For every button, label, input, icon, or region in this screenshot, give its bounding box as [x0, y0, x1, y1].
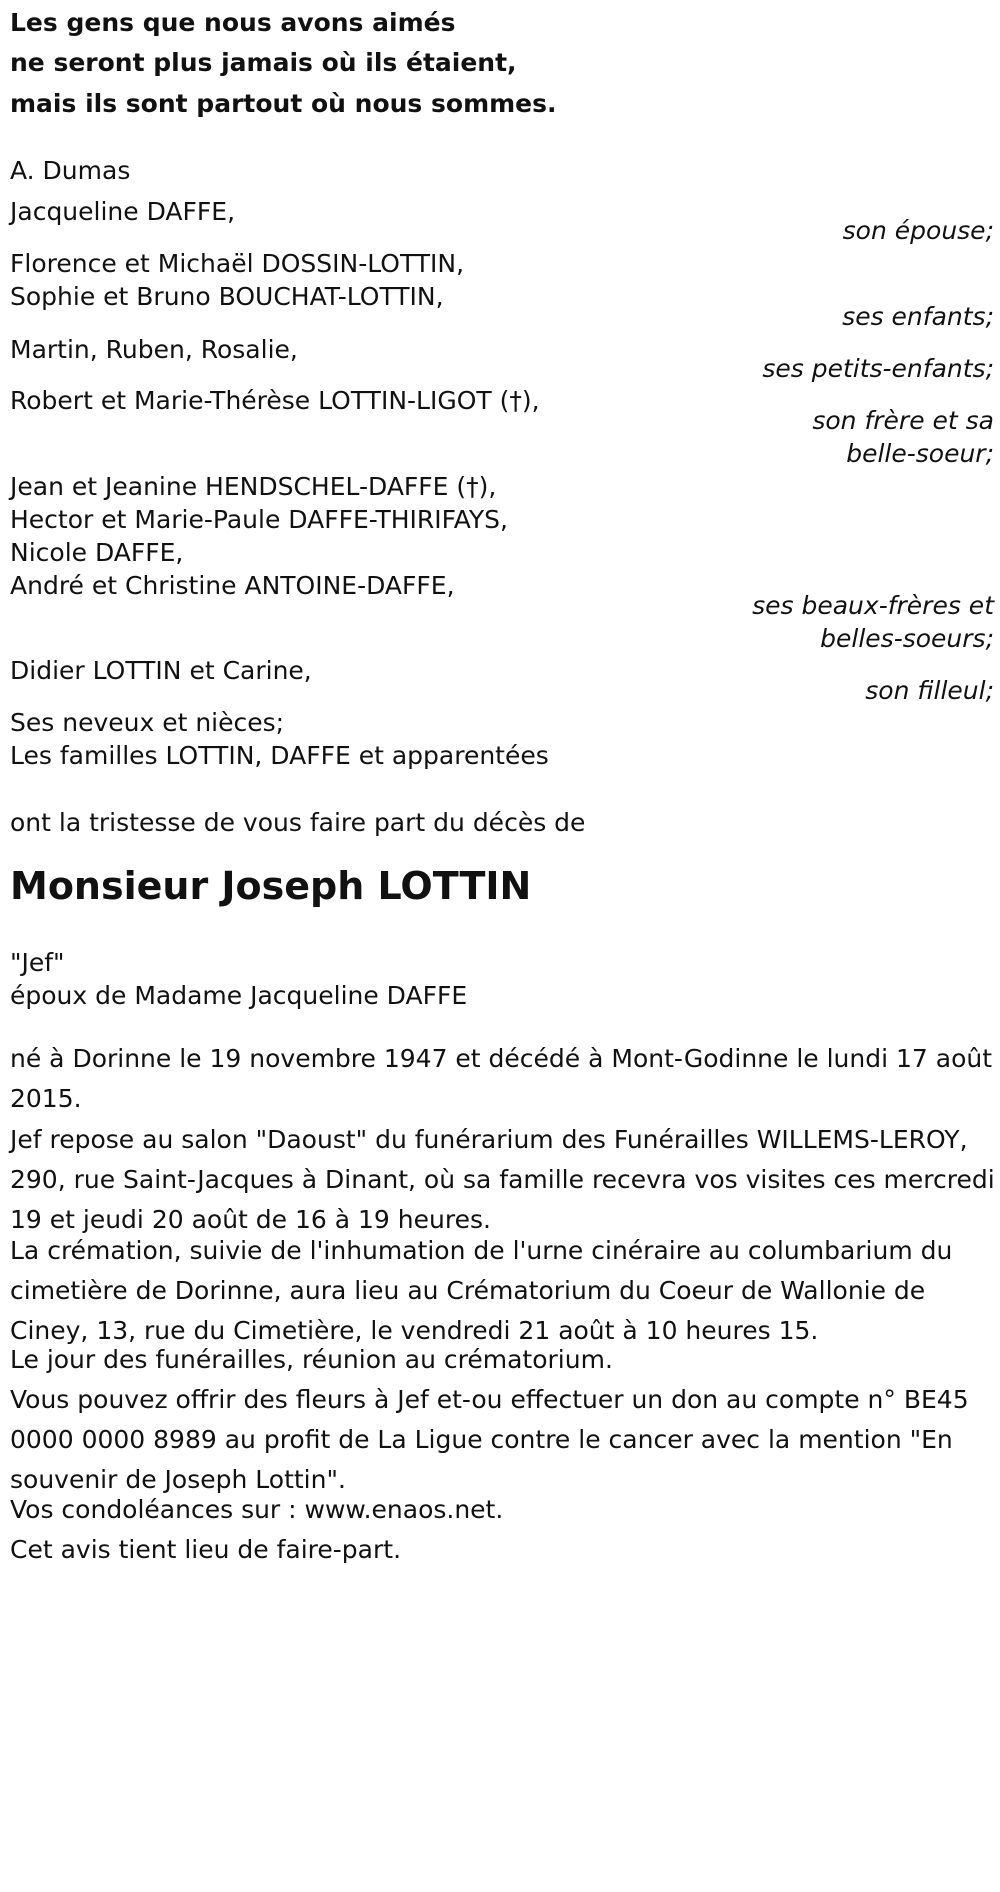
donation-paragraph: Vous pouvez offrir des fleurs à Jef et-ou effectuer un don au compte n° BE45 0000 0000 8989 au profit de La Ligue contre le cancer avec la mention "En souvenir de Joseph Lottin".	[10, 1385, 969, 1494]
in-law-2: Hector et Marie-Paule DAFFE-THIRIFAYS,	[10, 505, 508, 534]
grandchildren: Martin, Ruben, Rosalie,	[10, 335, 298, 364]
quote-line-2: ne seront plus jamais où ils étaient,	[10, 48, 517, 77]
child-1: Florence et Michaël DOSSIN-LOTTIN,	[10, 249, 465, 278]
birth-death-paragraph: né à Dorinne le 19 novembre 1947 et décédé à Mont-Godinne le lundi 17 août 2015.	[10, 1044, 993, 1113]
spouse-relation: son épouse;	[842, 216, 994, 245]
spouse-of: époux de Madame Jacqueline DAFFE	[10, 981, 468, 1010]
spouse-name: Jacqueline DAFFE,	[10, 197, 236, 226]
children-relation: ses enfants;	[842, 302, 994, 331]
in-laws-relation-line-2: belles-soeurs;	[820, 624, 994, 653]
cremation-paragraph: La crémation, suivie de l'inhumation de l'urne cinéraire au columbarium du cimetière de Dorinne, aura lieu au Crématorium du Coeur de Wallonie de Ciney, 13, rue du Cimetière, le vendredi 21 août à 10 heures 15.	[10, 1236, 953, 1345]
sibling-relation-line-1: son frère et sa	[812, 406, 994, 435]
deceased-name: Monsieur Joseph LOTTIN	[10, 864, 532, 908]
in-law-4: André et Christine ANTOINE-DAFFE,	[10, 571, 455, 600]
nephews-nieces: Ses neveux et nièces;	[10, 708, 285, 737]
meeting-paragraph: Le jour des funérailles, réunion au crématorium.	[10, 1345, 613, 1374]
nickname: "Jef"	[10, 948, 65, 977]
condolences-paragraph: Vos condoléances sur : www.enaos.net.	[10, 1495, 504, 1524]
families-line: Les familles LOTTIN, DAFFE et apparentées	[10, 741, 549, 770]
visitation-paragraph: Jef repose au salon "Daoust" du funérarium des Funérailles WILLEMS-LEROY, 290, rue Saint-Jacques à Dinant, où sa famille recevra vos visites ces mercredi 19 et jeudi 20 août de 16 à 19 heures.	[10, 1125, 995, 1234]
grandchildren-relation: ses petits-enfants;	[762, 354, 994, 383]
quote-author: A. Dumas	[10, 156, 131, 185]
in-laws-relation-line-1: ses beaux-frères et	[752, 591, 994, 620]
quote-line-1: Les gens que nous avons aimés	[10, 8, 456, 37]
godson: Didier LOTTIN et Carine,	[10, 656, 312, 685]
godson-relation: son filleul;	[865, 676, 994, 705]
in-law-3: Nicole DAFFE,	[10, 538, 184, 567]
child-2: Sophie et Bruno BOUCHAT-LOTTIN,	[10, 282, 444, 311]
sibling: Robert et Marie-Thérèse LOTTIN-LIGOT (†),	[10, 386, 540, 415]
sibling-relation-line-2: belle-soeur;	[846, 439, 994, 468]
in-law-1: Jean et Jeanine HENDSCHEL-DAFFE (†),	[10, 472, 497, 501]
announcement: ont la tristesse de vous faire part du décès de	[10, 808, 586, 837]
quote-line-3: mais ils sont partout où nous sommes.	[10, 89, 557, 118]
notice-paragraph: Cet avis tient lieu de faire-part.	[10, 1535, 402, 1564]
